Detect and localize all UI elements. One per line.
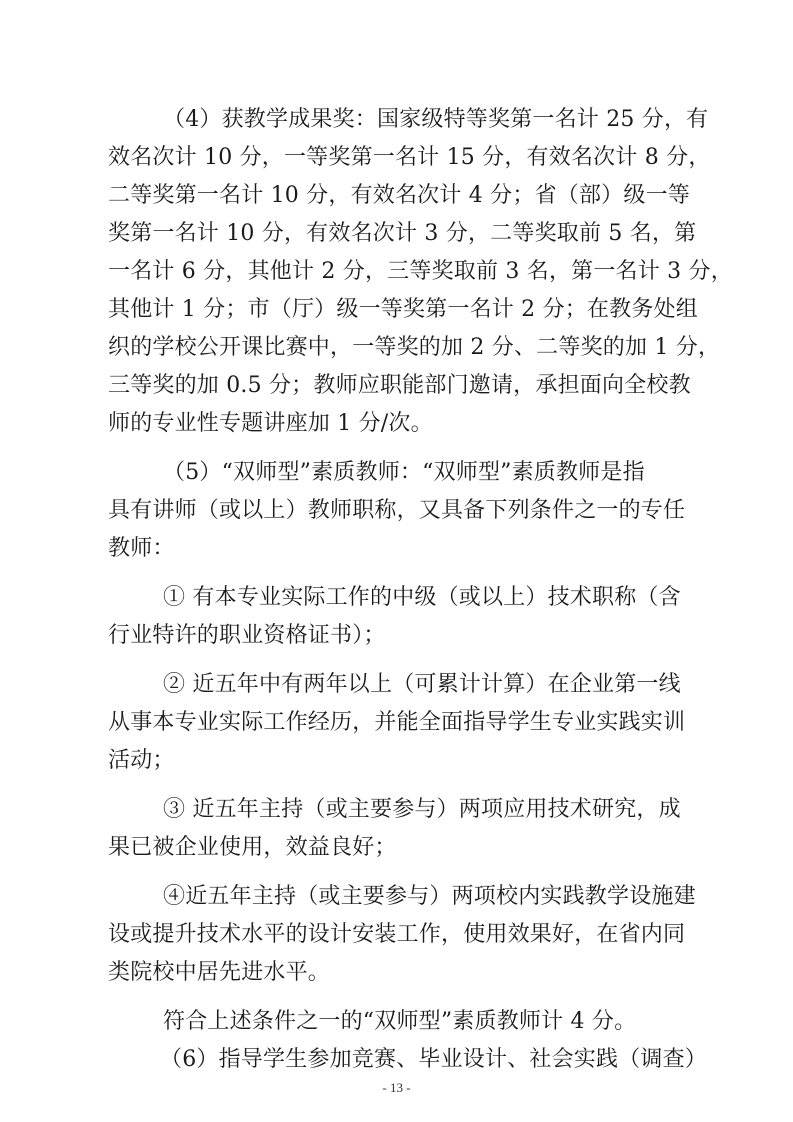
text-line: 从事本专业实际工作经历，并能全面指导学生专业实践实训: [108, 710, 686, 735]
text-line: 效名次计 10 分，一等奖第一名计 15 分，有效名次计 8 分，: [108, 145, 711, 170]
text-line: 二等奖第一名计 10 分，有效名次计 4 分；省（部）级一等: [108, 183, 690, 208]
text-line: 符合上述条件之一的“双师型”素质教师计 4 分。: [163, 1009, 637, 1034]
text-line: 果已被企业使用，效益良好；: [108, 835, 397, 860]
text-line: 其他计 1 分；市（厅）级一等奖第一名计 2 分；在教务处组: [108, 297, 698, 322]
text-line: 教师：: [108, 536, 175, 561]
text-line: 活动；: [108, 748, 175, 773]
text-line: 具有讲师（或以上）教师职称，又具备下列条件之一的专任: [108, 498, 686, 523]
text-line: 织的学校公开课比赛中，一等奖的加 2 分、二等奖的加 1 分，: [108, 335, 721, 360]
text-line: 设或提升技术水平的设计安装工作，使用效果好，在省内同: [108, 922, 686, 947]
text-line: （5）“双师型”素质教师：“双师型”素质教师是指: [163, 460, 645, 485]
text-line: 三等奖的加 0.5 分；教师应职能部门邀请，承担面向全校教: [108, 373, 691, 398]
text-line: （6）指导学生参加竞赛、毕业设计、社会实践（调查）: [160, 1047, 707, 1072]
text-line: ① 有本专业实际工作的中级（或以上）技术职称（含: [163, 585, 681, 610]
text-line: ③ 近五年主持（或主要参与）两项应用技术研究，成: [163, 797, 681, 822]
text-line: 奖第一名计 10 分，有效名次计 3 分，二等奖取前 5 名，第: [108, 221, 697, 246]
text-line: 一名计 6 分，其他计 2 分，三等奖取前 3 名，第一名计 3 分，: [108, 259, 733, 284]
text-line: 师的专业性专题讲座加 1 分/次。: [108, 411, 433, 436]
text-line: ② 近五年中有两年以上（可累计计算）在企业第一线: [163, 672, 681, 697]
text-line: （4）获教学成果奖：国家级特等奖第一名计 25 分，有: [163, 107, 709, 132]
text-line: ④近五年主持（或主要参与）两项校内实践教学设施建: [163, 884, 696, 909]
text-line: 类院校中居先进水平。: [108, 960, 331, 985]
text-line: 行业特许的职业资格证书）；: [108, 623, 386, 648]
page-number: - 13 -: [382, 1080, 411, 1095]
